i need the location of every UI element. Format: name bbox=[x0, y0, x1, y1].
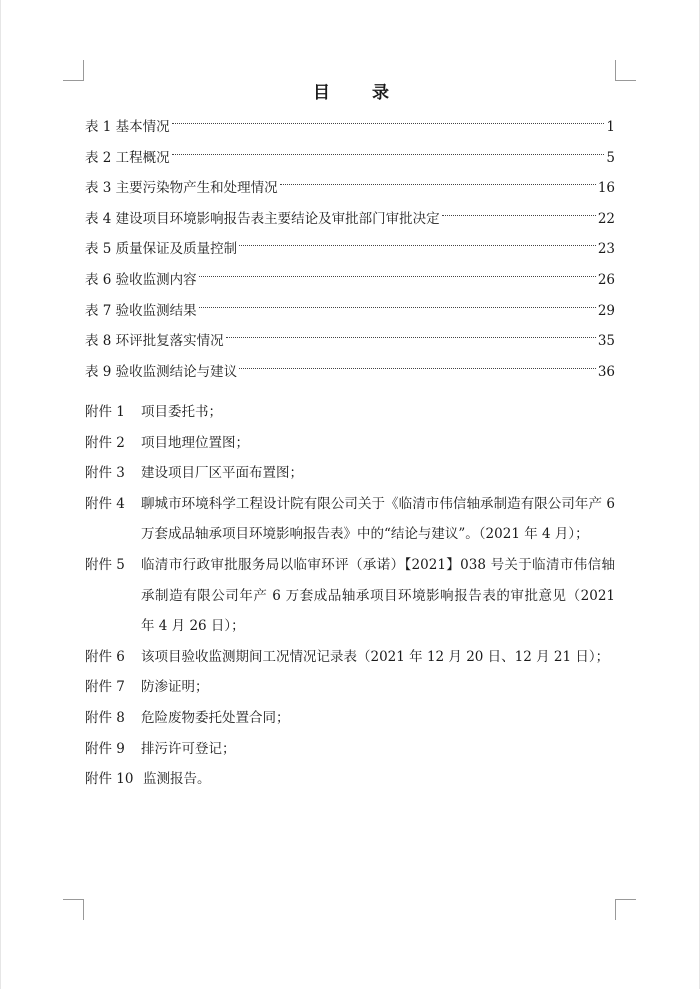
attachment-item bbox=[85, 734, 615, 765]
toc-row[interactable] bbox=[85, 143, 615, 174]
toc-page-number: 1 bbox=[606, 119, 615, 135]
toc-entry-label: 表 9 验收监测结论与建议 bbox=[85, 363, 238, 380]
toc-page-number: 16 bbox=[597, 180, 615, 197]
toc-page-number: 29 bbox=[597, 302, 615, 319]
toc-entry-label: 表 3 主要污染物产生和处理情况 bbox=[85, 180, 278, 197]
toc-page-number: 22 bbox=[597, 210, 615, 227]
toc-row[interactable] bbox=[85, 173, 615, 204]
toc-page-number: 23 bbox=[597, 241, 615, 258]
toc-leader-dots bbox=[199, 276, 596, 277]
attachment-item bbox=[85, 642, 615, 673]
toc-entry-label: 表 1 基本情况 bbox=[85, 119, 170, 135]
attachment-text: 项目委托书； bbox=[141, 404, 222, 420]
attachment-label: 附件 7 bbox=[85, 679, 125, 696]
toc-leader-dots bbox=[280, 184, 596, 185]
attachment-text: 排污许可登记； bbox=[141, 740, 236, 757]
attachment-text: 监测报告。 bbox=[143, 771, 211, 788]
page-title: 目 录 bbox=[313, 83, 407, 103]
attachment-item bbox=[85, 764, 615, 795]
toc-page-number: 5 bbox=[606, 149, 615, 166]
attachment-label: 附件 10 bbox=[85, 771, 134, 788]
toc-entry-label: 表 6 验收监测内容 bbox=[85, 271, 197, 288]
toc-row[interactable] bbox=[85, 204, 615, 235]
toc-entry-label: 表 4 建设项目环境影响报告表主要结论及审批部门审批决定 bbox=[85, 210, 440, 227]
attachment-label: 附件 8 bbox=[85, 709, 125, 726]
toc-entry-label: 表 8 环评批复落实情况 bbox=[85, 333, 224, 350]
attachment-text: 危险废物委托处置合同； bbox=[141, 709, 290, 726]
attachment-label: 附件 4 bbox=[85, 495, 125, 512]
toc-leader-dots bbox=[239, 245, 596, 246]
toc-row[interactable] bbox=[85, 357, 615, 388]
attachment-text: 建设项目厂区平面布置图； bbox=[141, 465, 303, 482]
attachment-label: 附件 9 bbox=[85, 740, 125, 757]
attachment-label: 附件 3 bbox=[85, 465, 125, 482]
attachment-label: 附件 6 bbox=[85, 648, 125, 665]
attachment-item bbox=[85, 397, 615, 428]
attachment-text: 临清市行政审批服务局以临审环评（承诺）【2021】038 号关于临清市伟信轴承制造有限公司年产 6 万套成品轴承项目环境影响报告表的审批意见（2021 年 4 月 26 日）； bbox=[141, 556, 615, 635]
attachment-item bbox=[85, 672, 615, 703]
attachment-list bbox=[85, 397, 615, 795]
attachment-text: 项目地理位置图； bbox=[141, 434, 249, 451]
crop-mark-bottom-left bbox=[63, 899, 84, 920]
toc-page-number: 26 bbox=[597, 271, 615, 288]
attachment-label: 附件 5 bbox=[85, 556, 125, 573]
toc-page-number: 36 bbox=[597, 363, 615, 380]
toc-row[interactable] bbox=[85, 326, 615, 357]
toc-leader-dots bbox=[199, 307, 596, 308]
attachment-text: 聊城市环境科学工程设计院有限公司关于《临清市伟信轴承制造有限公司年产 6 万套成品轴承项目环境影响报告表》中的“结论与建议”。（2021 年 4 月）； bbox=[141, 495, 615, 543]
toc-row[interactable] bbox=[85, 296, 615, 327]
toc-row[interactable] bbox=[85, 112, 615, 143]
toc-page-number: 35 bbox=[597, 333, 615, 350]
attachment-item bbox=[85, 550, 615, 642]
table-of-contents bbox=[85, 112, 615, 387]
toc-leader-dots bbox=[172, 123, 605, 124]
toc-row[interactable] bbox=[85, 265, 615, 296]
toc-leader-dots bbox=[442, 215, 596, 216]
attachment-item bbox=[85, 489, 615, 550]
attachment-item bbox=[85, 428, 615, 459]
attachment-item bbox=[85, 703, 615, 734]
attachment-text: 该项目验收监测期间工况情况记录表（2021 年 12 月 20 日、12 月 21 日）； bbox=[141, 648, 610, 665]
attachment-text: 防渗证明； bbox=[141, 679, 209, 696]
attachment-item bbox=[85, 458, 615, 489]
attachment-label: 附件 1 bbox=[85, 404, 125, 420]
attachment-label: 附件 2 bbox=[85, 434, 125, 451]
toc-leader-dots bbox=[172, 154, 605, 155]
crop-mark-bottom-right bbox=[615, 899, 636, 920]
toc-entry-label: 表 2 工程概况 bbox=[85, 149, 170, 166]
toc-entry-label: 表 7 验收监测结果 bbox=[85, 302, 197, 319]
toc-row[interactable] bbox=[85, 234, 615, 265]
toc-entry-label: 表 5 质量保证及质量控制 bbox=[85, 241, 238, 258]
toc-leader-dots bbox=[226, 337, 596, 338]
toc-leader-dots bbox=[239, 368, 596, 369]
